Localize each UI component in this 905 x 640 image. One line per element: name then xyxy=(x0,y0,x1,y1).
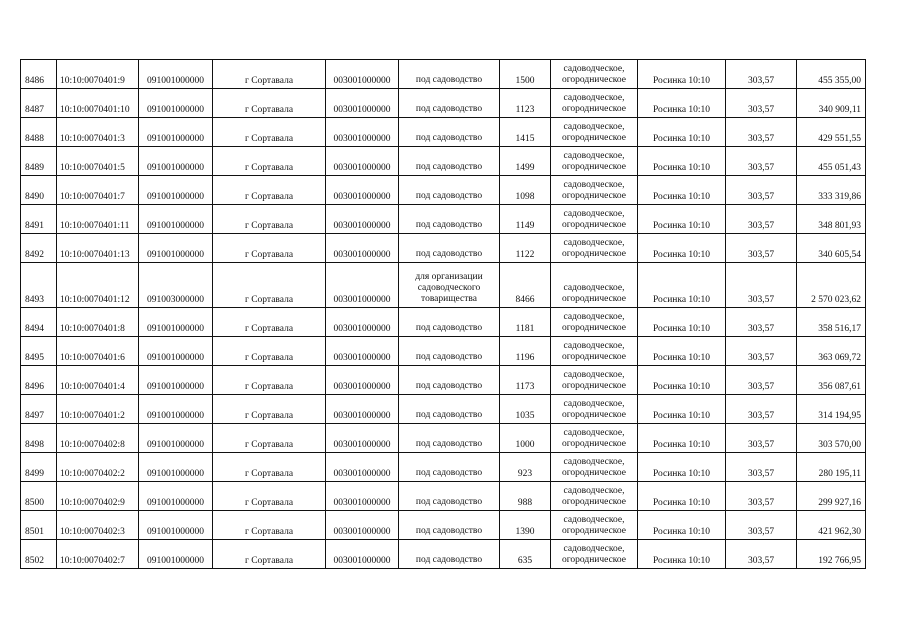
land-category-line: огородническое xyxy=(561,323,627,333)
area-cell: 1123 xyxy=(500,89,551,118)
classifier-code-cell: 003001000000 xyxy=(326,89,399,118)
row-number-cell: 8494 xyxy=(21,308,57,337)
oktmo-code-cell: 091001000000 xyxy=(139,60,213,89)
permitted-use-line: под садоводство xyxy=(415,191,483,201)
row-number-cell: 8496 xyxy=(21,366,57,395)
locality-cell: г Сортавала xyxy=(213,540,326,569)
land-category-cell xyxy=(551,60,638,89)
land-category-line: садоводческое, xyxy=(563,370,625,380)
area-cell: 1196 xyxy=(500,337,551,366)
permitted-use-cell xyxy=(399,263,500,308)
row-number-cell: 8495 xyxy=(21,337,57,366)
row-number-cell: 8486 xyxy=(21,60,57,89)
oktmo-code-cell: 091001000000 xyxy=(139,234,213,263)
land-category-line: садоводческое, xyxy=(563,209,625,219)
cadastral-number-cell: 10:10:0070401:13 xyxy=(57,234,139,263)
valuation-zone-cell: Росинка 10:10 xyxy=(638,205,726,234)
land-category-cell xyxy=(551,482,638,511)
land-category-line: садоводческое, xyxy=(563,64,625,74)
cadastral-value-cell: 192 766,95 xyxy=(797,540,866,569)
land-category-cell xyxy=(551,147,638,176)
cadastral-number-cell: 10:10:0070401:9 xyxy=(57,60,139,89)
permitted-use-line: под садоводство xyxy=(415,497,483,507)
land-category-cell xyxy=(551,366,638,395)
locality-cell: г Сортавала xyxy=(213,176,326,205)
oktmo-code-cell: 091001000000 xyxy=(139,89,213,118)
permitted-use-cell xyxy=(399,147,500,176)
oktmo-code-cell: 091001000000 xyxy=(139,118,213,147)
row-number-cell: 8490 xyxy=(21,176,57,205)
table-row xyxy=(21,395,866,424)
oktmo-code-cell: 091001000000 xyxy=(139,176,213,205)
permitted-use-line: под садоводство xyxy=(415,162,483,172)
land-category-line: огородническое xyxy=(561,439,627,449)
land-category-cell xyxy=(551,89,638,118)
row-number-cell: 8489 xyxy=(21,147,57,176)
cadastral-number-cell: 10:10:0070402:8 xyxy=(57,424,139,453)
area-cell: 1415 xyxy=(500,118,551,147)
row-number-cell: 8499 xyxy=(21,453,57,482)
permitted-use-cell xyxy=(399,308,500,337)
permitted-use-line: под садоводство xyxy=(415,555,483,565)
oktmo-code-cell: 091001000000 xyxy=(139,337,213,366)
cadastral-value-cell: 455 051,43 xyxy=(797,147,866,176)
oktmo-code-cell: 091001000000 xyxy=(139,424,213,453)
oktmo-code-cell: 091001000000 xyxy=(139,147,213,176)
land-category-line: садоводческое, xyxy=(563,151,625,161)
specific-value-cell: 303,57 xyxy=(726,337,797,366)
locality-cell: г Сортавала xyxy=(213,511,326,540)
classifier-code-cell: 003001000000 xyxy=(326,424,399,453)
valuation-zone-cell: Росинка 10:10 xyxy=(638,395,726,424)
valuation-zone-cell: Росинка 10:10 xyxy=(638,60,726,89)
valuation-zone-cell: Росинка 10:10 xyxy=(638,263,726,308)
valuation-zone-cell: Росинка 10:10 xyxy=(638,234,726,263)
land-category-cell xyxy=(551,540,638,569)
land-category-line: садоводческое, xyxy=(563,93,625,103)
land-category-line: огородническое xyxy=(561,191,627,201)
cadastral-number-cell: 10:10:0070401:5 xyxy=(57,147,139,176)
permitted-use-line: под садоводство xyxy=(415,75,483,85)
valuation-zone-cell: Росинка 10:10 xyxy=(638,147,726,176)
land-category-line: садоводческое, xyxy=(563,515,625,525)
cadastral-number-cell: 10:10:0070402:7 xyxy=(57,540,139,569)
land-category-line: садоводческое, xyxy=(563,428,625,438)
locality-cell: г Сортавала xyxy=(213,89,326,118)
specific-value-cell: 303,57 xyxy=(726,176,797,205)
specific-value-cell: 303,57 xyxy=(726,453,797,482)
classifier-code-cell: 003001000000 xyxy=(326,395,399,424)
permitted-use-cell xyxy=(399,482,500,511)
cadastral-value-cell: 358 516,17 xyxy=(797,308,866,337)
area-cell: 1390 xyxy=(500,511,551,540)
permitted-use-line: под садоводство xyxy=(415,526,483,536)
specific-value-cell: 303,57 xyxy=(726,118,797,147)
land-category-cell xyxy=(551,234,638,263)
row-number-cell: 8491 xyxy=(21,205,57,234)
permitted-use-line: под садоводство xyxy=(415,220,483,230)
land-category-line: огородническое xyxy=(561,526,627,536)
classifier-code-cell: 003001000000 xyxy=(326,482,399,511)
cadastral-value-cell: 356 087,61 xyxy=(797,366,866,395)
oktmo-code-cell: 091001000000 xyxy=(139,482,213,511)
locality-cell: г Сортавала xyxy=(213,263,326,308)
cadastral-number-cell: 10:10:0070401:4 xyxy=(57,366,139,395)
cadastral-value-cell: 2 570 023,62 xyxy=(797,263,866,308)
row-number-cell: 8500 xyxy=(21,482,57,511)
cadastral-number-cell: 10:10:0070401:6 xyxy=(57,337,139,366)
row-number-cell: 8487 xyxy=(21,89,57,118)
permitted-use-line: под садоводство xyxy=(415,352,483,362)
classifier-code-cell: 003001000000 xyxy=(326,263,399,308)
area-cell: 1181 xyxy=(500,308,551,337)
land-category-line: огородническое xyxy=(561,133,627,143)
specific-value-cell: 303,57 xyxy=(726,540,797,569)
land-category-line: садоводческое, xyxy=(563,180,625,190)
locality-cell: г Сортавала xyxy=(213,308,326,337)
cadastral-value-table xyxy=(20,59,866,569)
oktmo-code-cell: 091003000000 xyxy=(139,263,213,308)
valuation-zone-cell: Росинка 10:10 xyxy=(638,118,726,147)
cadastral-number-cell: 10:10:0070402:3 xyxy=(57,511,139,540)
valuation-zone-cell: Росинка 10:10 xyxy=(638,89,726,118)
table-row xyxy=(21,540,866,569)
cadastral-value-cell: 421 962,30 xyxy=(797,511,866,540)
oktmo-code-cell: 091001000000 xyxy=(139,395,213,424)
classifier-code-cell: 003001000000 xyxy=(326,337,399,366)
classifier-code-cell: 003001000000 xyxy=(326,234,399,263)
specific-value-cell: 303,57 xyxy=(726,366,797,395)
locality-cell: г Сортавала xyxy=(213,453,326,482)
land-category-cell xyxy=(551,308,638,337)
permitted-use-line: под садоводство xyxy=(415,410,483,420)
locality-cell: г Сортавала xyxy=(213,118,326,147)
specific-value-cell: 303,57 xyxy=(726,205,797,234)
area-cell: 1173 xyxy=(500,366,551,395)
permitted-use-cell xyxy=(399,337,500,366)
classifier-code-cell: 003001000000 xyxy=(326,308,399,337)
land-category-cell xyxy=(551,205,638,234)
table-row xyxy=(21,147,866,176)
row-number-cell: 8488 xyxy=(21,118,57,147)
cadastral-value-cell: 340 605,54 xyxy=(797,234,866,263)
cadastral-number-cell: 10:10:0070401:10 xyxy=(57,89,139,118)
specific-value-cell: 303,57 xyxy=(726,424,797,453)
table-row xyxy=(21,205,866,234)
locality-cell: г Сортавала xyxy=(213,337,326,366)
table-row xyxy=(21,366,866,395)
specific-value-cell: 303,57 xyxy=(726,147,797,176)
valuation-zone-cell: Росинка 10:10 xyxy=(638,424,726,453)
table-row xyxy=(21,176,866,205)
permitted-use-line: под садоводство xyxy=(415,249,483,259)
row-number-cell: 8501 xyxy=(21,511,57,540)
land-category-line: садоводческое, xyxy=(563,399,625,409)
land-category-line: огородническое xyxy=(561,162,627,172)
table-row xyxy=(21,234,866,263)
row-number-cell: 8492 xyxy=(21,234,57,263)
table-row xyxy=(21,482,866,511)
permitted-use-line: садоводческого xyxy=(417,283,481,293)
cadastral-value-cell: 314 194,95 xyxy=(797,395,866,424)
classifier-code-cell: 003001000000 xyxy=(326,147,399,176)
locality-cell: г Сортавала xyxy=(213,424,326,453)
row-number-cell: 8497 xyxy=(21,395,57,424)
cadastral-number-cell: 10:10:0070402:9 xyxy=(57,482,139,511)
oktmo-code-cell: 091001000000 xyxy=(139,511,213,540)
classifier-code-cell: 003001000000 xyxy=(326,60,399,89)
specific-value-cell: 303,57 xyxy=(726,60,797,89)
oktmo-code-cell: 091001000000 xyxy=(139,453,213,482)
permitted-use-cell xyxy=(399,540,500,569)
classifier-code-cell: 003001000000 xyxy=(326,118,399,147)
cadastral-value-cell: 303 570,00 xyxy=(797,424,866,453)
permitted-use-line: под садоводство xyxy=(415,133,483,143)
table-row xyxy=(21,60,866,89)
permitted-use-cell xyxy=(399,453,500,482)
valuation-zone-cell: Росинка 10:10 xyxy=(638,453,726,482)
cadastral-value-cell: 280 195,11 xyxy=(797,453,866,482)
permitted-use-cell xyxy=(399,366,500,395)
area-cell: 1500 xyxy=(500,60,551,89)
oktmo-code-cell: 091001000000 xyxy=(139,205,213,234)
cadastral-number-cell: 10:10:0070402:2 xyxy=(57,453,139,482)
permitted-use-cell xyxy=(399,60,500,89)
valuation-zone-cell: Росинка 10:10 xyxy=(638,308,726,337)
land-category-line: садоводческое, xyxy=(563,544,625,554)
land-category-cell xyxy=(551,511,638,540)
permitted-use-cell xyxy=(399,234,500,263)
land-category-line: огородническое xyxy=(561,75,627,85)
land-category-line: садоводческое, xyxy=(563,312,625,322)
cadastral-value-cell: 455 355,00 xyxy=(797,60,866,89)
cadastral-value-cell: 340 909,11 xyxy=(797,89,866,118)
classifier-code-cell: 003001000000 xyxy=(326,176,399,205)
land-category-cell xyxy=(551,424,638,453)
land-category-line: садоводческое, xyxy=(563,122,625,132)
cadastral-value-cell: 363 069,72 xyxy=(797,337,866,366)
area-cell: 1122 xyxy=(500,234,551,263)
land-category-line: огородническое xyxy=(561,497,627,507)
land-category-line: огородническое xyxy=(561,352,627,362)
area-cell: 635 xyxy=(500,540,551,569)
specific-value-cell: 303,57 xyxy=(726,89,797,118)
specific-value-cell: 303,57 xyxy=(726,308,797,337)
table-row xyxy=(21,453,866,482)
land-category-cell xyxy=(551,263,638,308)
table-row xyxy=(21,89,866,118)
valuation-zone-cell: Росинка 10:10 xyxy=(638,366,726,395)
land-category-line: огородническое xyxy=(561,381,627,391)
table-row xyxy=(21,511,866,540)
land-category-line: садоводческое, xyxy=(563,238,625,248)
locality-cell: г Сортавала xyxy=(213,234,326,263)
permitted-use-cell xyxy=(399,89,500,118)
land-category-line: огородническое xyxy=(561,555,627,565)
cadastral-number-cell: 10:10:0070401:11 xyxy=(57,205,139,234)
table-row xyxy=(21,337,866,366)
area-cell: 1098 xyxy=(500,176,551,205)
specific-value-cell: 303,57 xyxy=(726,234,797,263)
cadastral-value-cell: 333 319,86 xyxy=(797,176,866,205)
permitted-use-line: под садоводство xyxy=(415,468,483,478)
classifier-code-cell: 003001000000 xyxy=(326,205,399,234)
locality-cell: г Сортавала xyxy=(213,395,326,424)
specific-value-cell: 303,57 xyxy=(726,511,797,540)
table-row xyxy=(21,118,866,147)
table-row xyxy=(21,263,866,308)
area-cell: 1035 xyxy=(500,395,551,424)
area-cell: 988 xyxy=(500,482,551,511)
locality-cell: г Сортавала xyxy=(213,366,326,395)
land-category-cell xyxy=(551,337,638,366)
land-category-line: огородническое xyxy=(561,294,627,304)
permitted-use-cell xyxy=(399,511,500,540)
table-body xyxy=(21,60,866,569)
permitted-use-line: под садоводство xyxy=(415,104,483,114)
locality-cell: г Сортавала xyxy=(213,147,326,176)
cadastral-number-cell: 10:10:0070401:2 xyxy=(57,395,139,424)
area-cell: 1149 xyxy=(500,205,551,234)
land-category-cell xyxy=(551,395,638,424)
row-number-cell: 8502 xyxy=(21,540,57,569)
cadastral-number-cell: 10:10:0070401:12 xyxy=(57,263,139,308)
permitted-use-line: под садоводство xyxy=(415,323,483,333)
valuation-zone-cell: Росинка 10:10 xyxy=(638,337,726,366)
land-category-line: огородническое xyxy=(561,249,627,259)
classifier-code-cell: 003001000000 xyxy=(326,453,399,482)
row-number-cell: 8493 xyxy=(21,263,57,308)
cadastral-number-cell: 10:10:0070401:8 xyxy=(57,308,139,337)
area-cell: 1499 xyxy=(500,147,551,176)
specific-value-cell: 303,57 xyxy=(726,395,797,424)
locality-cell: г Сортавала xyxy=(213,60,326,89)
classifier-code-cell: 003001000000 xyxy=(326,511,399,540)
valuation-zone-cell: Росинка 10:10 xyxy=(638,540,726,569)
classifier-code-cell: 003001000000 xyxy=(326,540,399,569)
land-category-cell xyxy=(551,118,638,147)
oktmo-code-cell: 091001000000 xyxy=(139,308,213,337)
land-category-line: садоводческое, xyxy=(563,283,625,293)
area-cell: 1000 xyxy=(500,424,551,453)
land-category-cell xyxy=(551,453,638,482)
cadastral-number-cell: 10:10:0070401:7 xyxy=(57,176,139,205)
oktmo-code-cell: 091001000000 xyxy=(139,366,213,395)
specific-value-cell: 303,57 xyxy=(726,263,797,308)
cadastral-value-cell: 299 927,16 xyxy=(797,482,866,511)
land-category-line: огородническое xyxy=(561,468,627,478)
area-cell: 923 xyxy=(500,453,551,482)
permitted-use-cell xyxy=(399,395,500,424)
area-cell: 8466 xyxy=(500,263,551,308)
locality-cell: г Сортавала xyxy=(213,482,326,511)
table-row xyxy=(21,424,866,453)
land-category-cell xyxy=(551,176,638,205)
permitted-use-cell xyxy=(399,176,500,205)
valuation-zone-cell: Росинка 10:10 xyxy=(638,511,726,540)
permitted-use-line: под садоводство xyxy=(415,381,483,391)
cadastral-number-cell: 10:10:0070401:3 xyxy=(57,118,139,147)
land-category-line: садоводческое, xyxy=(563,341,625,351)
permitted-use-line: под садоводство xyxy=(415,439,483,449)
permitted-use-line: товарищества xyxy=(421,294,477,304)
land-category-line: огородническое xyxy=(561,220,627,230)
table-row xyxy=(21,308,866,337)
locality-cell: г Сортавала xyxy=(213,205,326,234)
permitted-use-cell xyxy=(399,118,500,147)
oktmo-code-cell: 091001000000 xyxy=(139,540,213,569)
land-category-line: садоводческое, xyxy=(563,457,625,467)
land-category-line: огородническое xyxy=(561,410,627,420)
permitted-use-cell xyxy=(399,205,500,234)
row-number-cell: 8498 xyxy=(21,424,57,453)
permitted-use-cell xyxy=(399,424,500,453)
valuation-zone-cell: Росинка 10:10 xyxy=(638,176,726,205)
classifier-code-cell: 003001000000 xyxy=(326,366,399,395)
specific-value-cell: 303,57 xyxy=(726,482,797,511)
land-category-line: огородническое xyxy=(561,104,627,114)
permitted-use-line: для организации xyxy=(415,272,483,282)
land-category-line: садоводческое, xyxy=(563,486,625,496)
cadastral-value-cell: 348 801,93 xyxy=(797,205,866,234)
cadastral-value-cell: 429 551,55 xyxy=(797,118,866,147)
valuation-zone-cell: Росинка 10:10 xyxy=(638,482,726,511)
